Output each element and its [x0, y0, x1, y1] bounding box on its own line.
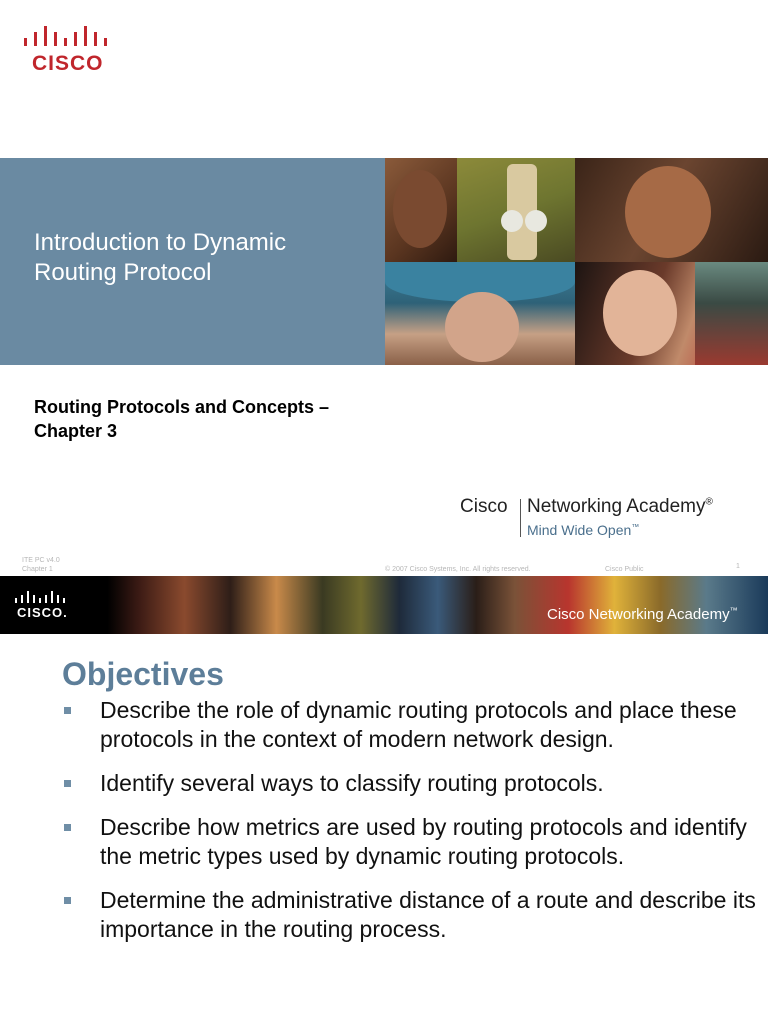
header-banner [0, 576, 768, 634]
photo-collage [385, 158, 768, 365]
cisco-bridge-bars-icon [22, 24, 118, 50]
networking-academy-logo [460, 496, 760, 542]
banner-trademark: ™ [729, 606, 738, 615]
objectives-slide [0, 576, 768, 1024]
list-item: Determine the administrative distance of a route and describe its importance in the routing process. [62, 886, 762, 944]
page-number: 1 [736, 563, 740, 570]
list-item: Describe how metrics are used by routing protocols and identify the metric types used by dynamic routing protocols. [62, 813, 762, 871]
objectives-title: Objectives [62, 656, 224, 692]
slide-title: Introduction to Dynamic Routing Protocol [34, 229, 287, 286]
academy-divider [520, 499, 521, 537]
photo-young-man-smiling [575, 158, 768, 262]
cisco-logo [22, 24, 122, 76]
photo-woman-smiling [575, 262, 768, 365]
footer-classification: Cisco Public [605, 566, 644, 573]
slide-subtitle: Routing Protocols and Concepts – Chapter 3 [34, 397, 330, 441]
cisco-bridge-bars-icon [14, 590, 70, 604]
footer-chapter: Chapter 1 [22, 566, 53, 573]
banner-cisco-logo [14, 590, 74, 624]
photo-person-in-hood [385, 262, 575, 365]
trademark-mark: ™ [631, 522, 640, 532]
banner-cisco-wordmark: CISCO. [17, 605, 68, 620]
registered-mark: ® [705, 496, 713, 508]
photo-man-portrait [385, 158, 457, 262]
academy-name: Networking Academy® [527, 496, 713, 517]
footer-course-info [22, 556, 60, 574]
academy-tagline: Mind Wide Open™ [527, 522, 640, 538]
footer-copyright: © 2007 Cisco Systems, Inc. All rights reserved. [385, 566, 531, 573]
banner-academy-label: Cisco Networking Academy™ [547, 606, 738, 623]
objectives-list [62, 696, 762, 959]
list-item: Identify several ways to classify routing protocols. [62, 769, 762, 798]
academy-brand: Cisco [460, 496, 508, 517]
photo-skateboard [457, 158, 575, 262]
cisco-wordmark: CISCO [32, 52, 104, 75]
footer-course: ITE PC v4.0 [22, 557, 60, 564]
title-band [0, 158, 385, 365]
list-item: Describe the role of dynamic routing protocols and place these protocols in the context of modern network design. [62, 696, 762, 754]
